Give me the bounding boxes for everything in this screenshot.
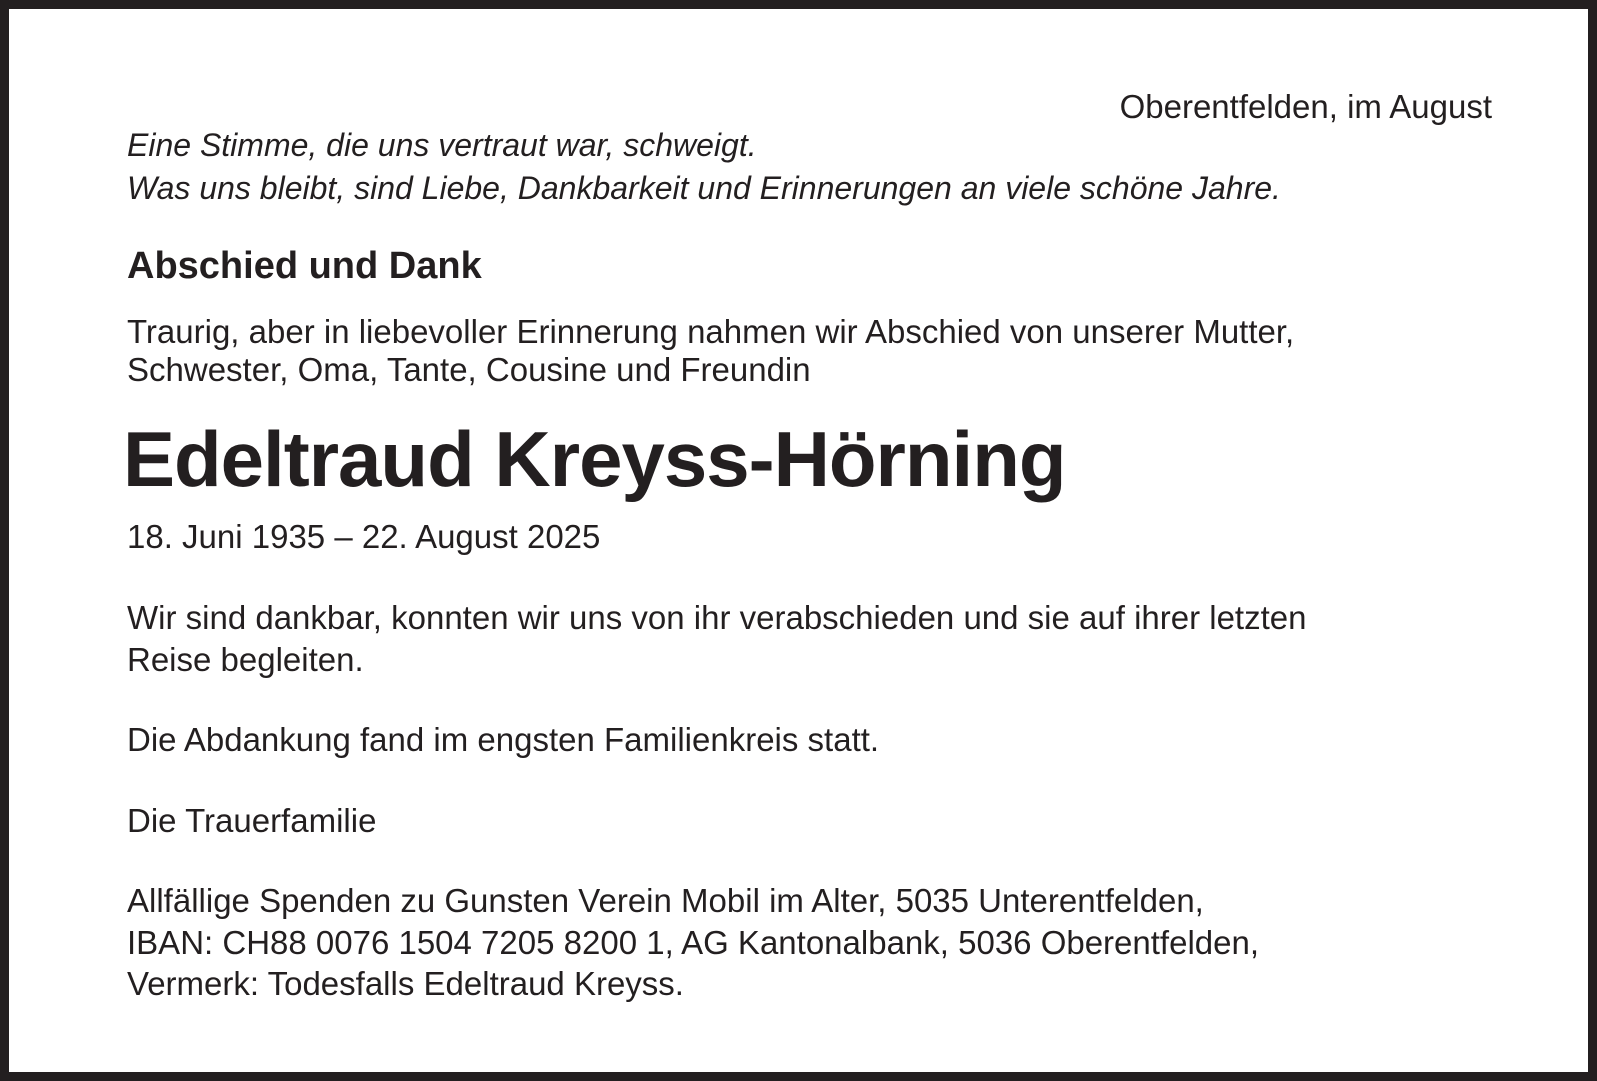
intro-line-1: Traurig, aber in liebevoller Erinnerung nahmen wir Abschied von unserer Mutter, xyxy=(127,313,1295,350)
place-date: Oberentfelden, im August xyxy=(1119,88,1492,125)
notice-heading: Abschied und Dank xyxy=(127,245,482,287)
life-dates: 18. Juni 1935 – 22. August 2025 xyxy=(127,518,601,555)
motto-line-1: Eine Stimme, die uns vertraut war, schweigt. xyxy=(127,127,757,163)
ceremony-note: Die Abdankung fand im engsten Familienkreis statt. xyxy=(127,721,880,758)
intro-line-2: Schwester, Oma, Tante, Cousine und Freundin xyxy=(127,351,811,388)
donation-line-1: Allfällige Spenden zu Gunsten Verein Mobil im Alter, 5035 Unterentfelden, xyxy=(127,882,1204,919)
deceased-name: Edeltraud Kreyss-Hörning xyxy=(123,415,1066,503)
donation-line-2: IBAN: CH88 0076 1504 7205 8200 1, AG Kantonalbank, 5036 Oberentfelden, xyxy=(127,924,1260,961)
family-signature: Die Trauerfamilie xyxy=(127,802,377,839)
donation-line-3: Vermerk: Todesfalls Edeltraud Kreyss. xyxy=(127,965,684,1002)
thanks-line-1: Wir sind dankbar, konnten wir uns von ihr verabschieden und sie auf ihrer letzten xyxy=(127,599,1307,636)
thanks-line-2: Reise begleiten. xyxy=(127,641,364,678)
motto-line-2: Was uns bleibt, sind Liebe, Dankbarkeit und Erinnerungen an viele schöne Jahre. xyxy=(127,170,1281,206)
